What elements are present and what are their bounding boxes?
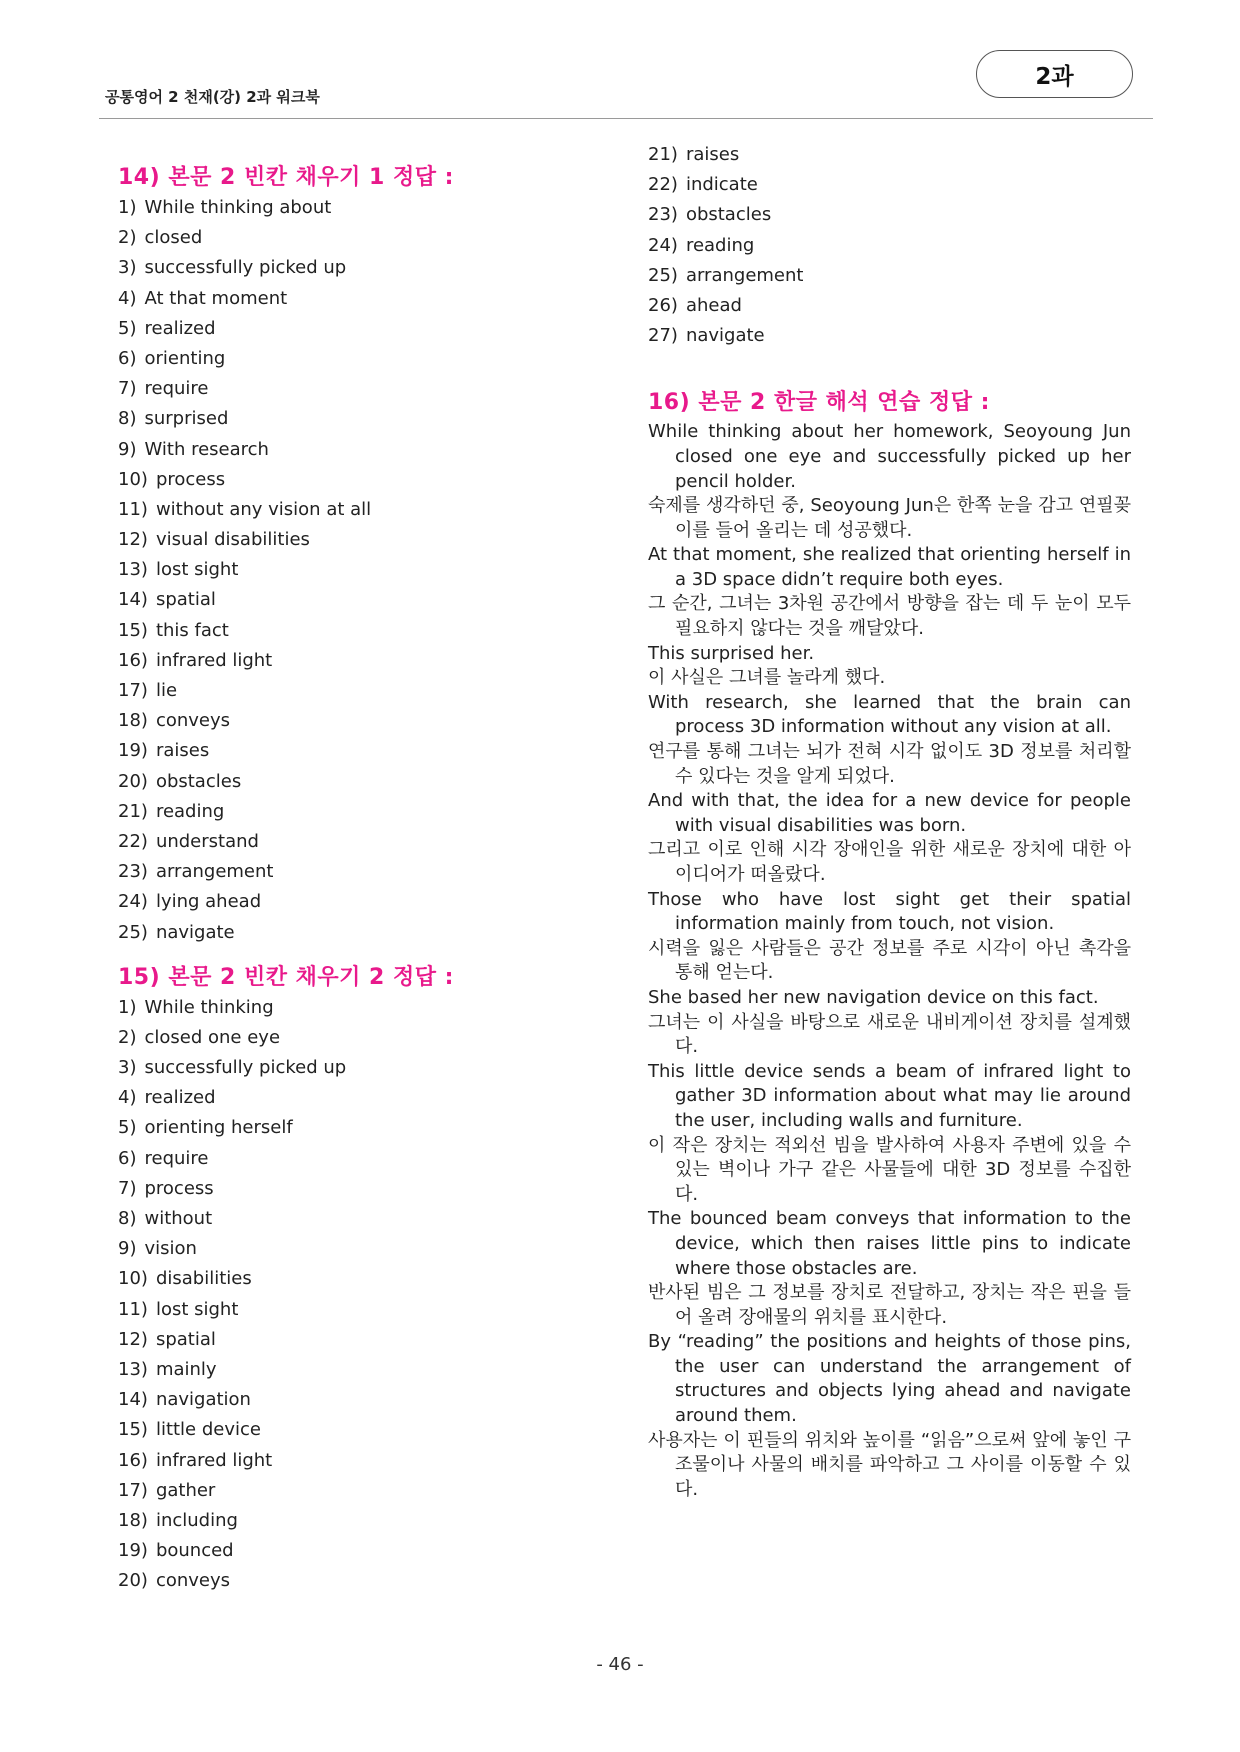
answer-text: lying ahead (155, 891, 262, 913)
answer-item (118, 1174, 618, 1204)
answer-number: 21) (118, 800, 148, 822)
translation-paragraph: 사용자는 이 핀들의 위치와 높이를 “읽음”으로써 앞에 놓인 구조물이나 사물의 배치를 파악하고 그 사이를 이동할 수 있다. (648, 1429, 1131, 1500)
answer-number: 3) (118, 1057, 137, 1079)
answer-item (118, 1264, 618, 1294)
answer-text: surprised (144, 408, 229, 430)
answer-item (118, 706, 618, 736)
answer-item (118, 993, 618, 1023)
answer-number: 20) (118, 770, 148, 792)
answer-text: understand (155, 830, 259, 852)
answer-item (118, 1476, 618, 1506)
answer-number: 10) (118, 1268, 148, 1290)
answer-text: lie (155, 680, 178, 701)
answer-text: closed (144, 227, 203, 249)
answer-item (118, 1355, 618, 1385)
answer-number: 12) (118, 529, 148, 551)
translation-paragraph: 그리고 이로 인해 시각 장애인을 위한 새로운 장치에 대한 아이디어가 떠올랐다. (648, 839, 1131, 885)
translation-paragraph: 숙제를 생각하던 중, Seoyoung Jun은 한쪽 눈을 감고 연필꽂이를 들어 올리는 데 성공했다. (648, 495, 1131, 541)
answer-number: 8) (118, 1208, 137, 1229)
answer-item (648, 231, 1131, 261)
answer-text: without any vision at all (155, 498, 372, 520)
answer-item (118, 374, 618, 404)
answer-number: 1) (118, 197, 137, 218)
answer-number: 13) (118, 1358, 148, 1380)
answer-text: ahead (685, 294, 742, 316)
answer-item (118, 1415, 618, 1445)
right-column (648, 140, 1131, 1502)
answer-number: 14) (118, 1389, 148, 1411)
answer-number: 27) (648, 325, 678, 347)
answer-text: obstacles (155, 770, 242, 792)
left-column (118, 140, 618, 1596)
answer-number: 18) (118, 1509, 148, 1531)
answer-number: 16) (118, 649, 148, 671)
answer-number: 4) (118, 1087, 137, 1109)
answer-item (118, 887, 618, 917)
answer-item (118, 1536, 618, 1566)
answer-number: 6) (118, 1147, 137, 1169)
answer-item (118, 676, 618, 706)
answer-number: 17) (118, 680, 148, 701)
answer-number: 24) (648, 234, 678, 256)
answer-text: realized (144, 317, 216, 339)
answer-item (118, 495, 618, 525)
section-15-title: 15) 본문 2 빈칸 채우기 2 정답 : (118, 964, 454, 990)
answer-text: process (155, 468, 226, 490)
answer-number: 21) (648, 144, 678, 165)
answer-text: With research (144, 438, 269, 460)
answer-text: disabilities (155, 1268, 252, 1290)
answer-item (648, 140, 1131, 170)
section-15-answer-list (118, 993, 618, 1597)
answer-text: lost sight (155, 559, 239, 581)
answer-item (118, 1385, 618, 1415)
section-16-title: 16) 본문 2 한글 해석 연습 정답 : (648, 390, 990, 416)
answer-number: 9) (118, 1238, 137, 1260)
answer-item (118, 284, 618, 314)
translation-paragraph: With research, she learned that the brain can process 3D information without any vision at all. (648, 691, 1131, 738)
answer-number: 25) (118, 921, 148, 943)
answer-text: process (144, 1177, 214, 1199)
answer-text: without (144, 1208, 213, 1229)
answer-text: navigation (155, 1389, 251, 1411)
answer-number: 23) (118, 861, 148, 883)
answer-text: raises (685, 144, 740, 165)
answer-item (118, 435, 618, 465)
section-15-answer-list-continued (648, 140, 1131, 351)
answer-text: reading (685, 234, 755, 256)
answer-item (118, 1023, 618, 1053)
answer-number: 24) (118, 891, 148, 913)
translation-paragraph: 그 순간, 그녀는 3차원 공간에서 방향을 잡는 데 두 눈이 모두 필요하지 않다는 것을 깨달았다. (648, 593, 1131, 640)
answer-item (118, 314, 618, 344)
answer-item (118, 797, 618, 827)
answer-number: 10) (118, 468, 148, 490)
answer-text: require (144, 378, 209, 400)
answer-number: 16) (118, 1449, 148, 1471)
answer-text: indicate (685, 174, 758, 196)
answer-item (118, 616, 618, 646)
answer-number: 22) (648, 174, 678, 196)
section-14-answer-list (118, 193, 618, 948)
answer-item (118, 1566, 618, 1596)
translation-paragraph: 이 작은 장치는 적외선 빔을 발사하여 사용자 주변에 있을 수 있는 벽이나 가구 같은 사물들에 대한 3D 정보를 수집한다. (648, 1134, 1131, 1205)
chapter-badge: 2과 (976, 50, 1133, 98)
answer-item (118, 918, 618, 948)
answer-text: vision (144, 1238, 197, 1260)
answer-text: spatial (155, 589, 216, 611)
answer-number: 25) (648, 264, 678, 286)
answer-number: 19) (118, 740, 148, 762)
answer-number: 22) (118, 830, 148, 852)
answer-number: 5) (118, 1117, 137, 1139)
answer-item (118, 253, 618, 283)
answer-text: including (155, 1509, 238, 1531)
answer-number: 7) (118, 1177, 137, 1199)
answer-text: spatial (155, 1328, 216, 1350)
answer-text: reading (155, 800, 225, 822)
answer-item (118, 1446, 618, 1476)
answer-item (118, 1144, 618, 1174)
answer-text: successfully picked up (144, 1057, 347, 1079)
answer-number: 17) (118, 1479, 148, 1501)
page-header-title: 공통영어 2 천재(강) 2과 워크북 (105, 88, 320, 106)
answer-number: 2) (118, 227, 137, 249)
answer-item (118, 736, 618, 766)
answer-text: this fact (155, 619, 229, 641)
translation-paragraph: The bounced beam conveys that information to the device, which then raises little pins to indicate where those obstacles are. (648, 1208, 1131, 1279)
translation-paragraph: By “reading” the positions and heights of those pins, the user can understand the arrangement of structures and objects lying ahead and navigate around them. (648, 1331, 1131, 1427)
answer-number: 5) (118, 317, 137, 339)
answer-number: 3) (118, 257, 137, 279)
answer-text: bounced (155, 1540, 234, 1562)
translation-paragraph: 연구를 통해 그녀는 뇌가 전혀 시각 없이도 3D 정보를 처리할 수 있다는 것을 알게 되었다. (648, 741, 1131, 787)
answer-number: 14) (118, 589, 148, 611)
answer-text: navigate (155, 921, 235, 943)
answer-item (118, 857, 618, 887)
answer-text: little device (155, 1419, 261, 1441)
answer-text: infrared light (155, 1449, 273, 1471)
answer-number: 12) (118, 1328, 148, 1350)
answer-number: 7) (118, 378, 137, 400)
answer-number: 8) (118, 408, 137, 430)
answer-number: 9) (118, 438, 137, 460)
answer-text: While thinking (144, 996, 274, 1018)
answer-item (118, 1234, 618, 1264)
answer-item (118, 827, 618, 857)
answer-text: arrangement (155, 861, 274, 883)
answer-text: At that moment (144, 287, 288, 309)
answer-number: 23) (648, 204, 678, 226)
translation-paragraph: And with that, the idea for a new device for people with visual disabilities was born. (648, 790, 1131, 836)
answer-text: arrangement (685, 264, 804, 286)
translation-paragraph: 그녀는 이 사실을 바탕으로 새로운 내비게이션 장치를 설계했다. (648, 1011, 1131, 1058)
answer-item (118, 1506, 618, 1536)
answer-text: conveys (155, 1570, 231, 1592)
answer-number: 4) (118, 287, 137, 309)
answer-text: gather (155, 1479, 216, 1501)
answer-item (118, 1053, 618, 1083)
answer-number: 1) (118, 996, 137, 1018)
answer-item (118, 193, 618, 223)
answer-text: require (144, 1147, 209, 1169)
header-divider (99, 118, 1153, 119)
answer-item (118, 525, 618, 555)
answer-item (118, 1295, 618, 1325)
answer-item (118, 404, 618, 434)
answer-item (118, 555, 618, 585)
answer-item (118, 1083, 618, 1113)
page-number: - 46 - (596, 1654, 644, 1675)
answer-item (118, 465, 618, 495)
answer-item (118, 1204, 618, 1234)
answer-number: 13) (118, 559, 148, 581)
answer-item (118, 1113, 618, 1143)
answer-text: orienting (144, 347, 226, 369)
answer-text: closed one eye (144, 1026, 281, 1048)
answer-item (648, 291, 1131, 321)
answer-number: 18) (118, 710, 148, 732)
answer-number: 19) (118, 1540, 148, 1562)
answer-text: visual disabilities (155, 529, 310, 551)
section-16-translation (648, 420, 1131, 1502)
translation-paragraph: 시력을 잃은 사람들은 공간 정보를 주로 시각이 아닌 촉각을 통해 얻는다. (648, 937, 1131, 984)
translation-paragraph: This surprised her. (648, 642, 815, 664)
answer-text: lost sight (155, 1298, 239, 1320)
answer-number: 20) (118, 1570, 148, 1592)
answer-text: While thinking about (144, 197, 332, 218)
answer-text: obstacles (685, 204, 772, 226)
section-14-title: 14) 본문 2 빈칸 채우기 1 정답 : (118, 165, 454, 190)
answer-text: navigate (685, 325, 765, 347)
answer-item (118, 767, 618, 797)
answer-number: 11) (118, 1298, 148, 1320)
answer-item (648, 200, 1131, 230)
translation-paragraph: While thinking about her homework, Seoyoung Jun closed one eye and successfully picked up her pencil holder. (648, 421, 1131, 492)
answer-item (648, 261, 1131, 291)
answer-item (118, 646, 618, 676)
translation-paragraph: 반사된 빔은 그 정보를 장치로 전달하고, 장치는 작은 핀을 들어 올려 장애물의 위치를 표시한다. (648, 1282, 1131, 1328)
answer-text: orienting herself (144, 1117, 293, 1139)
answer-number: 6) (118, 347, 137, 369)
answer-text: conveys (155, 710, 231, 732)
answer-item (118, 1325, 618, 1355)
answer-text: mainly (155, 1358, 217, 1380)
answer-number: 26) (648, 294, 678, 316)
answer-number: 15) (118, 619, 148, 641)
answer-item (118, 585, 618, 615)
translation-paragraph: She based her new navigation device on this fact. (648, 986, 1099, 1008)
answer-item (118, 344, 618, 374)
translation-paragraph: Those who have lost sight get their spatial information mainly from touch, not vision. (648, 888, 1131, 935)
answer-text: realized (144, 1087, 216, 1109)
answer-item (648, 321, 1131, 351)
answer-item (648, 170, 1131, 200)
answer-number: 15) (118, 1419, 148, 1441)
answer-text: successfully picked up (144, 257, 347, 279)
answer-text: raises (155, 740, 210, 762)
translation-paragraph: 이 사실은 그녀를 놀라게 했다. (648, 667, 886, 689)
translation-paragraph: This little device sends a beam of infrared light to gather 3D information about what may lie around the user, including walls and furniture. (648, 1060, 1131, 1131)
answer-text: infrared light (155, 649, 273, 671)
answer-item (118, 223, 618, 253)
answer-number: 11) (118, 498, 148, 520)
translation-paragraph: At that moment, she realized that orienting herself in a 3D space didn’t require both eyes. (648, 544, 1131, 590)
answer-number: 2) (118, 1026, 137, 1048)
